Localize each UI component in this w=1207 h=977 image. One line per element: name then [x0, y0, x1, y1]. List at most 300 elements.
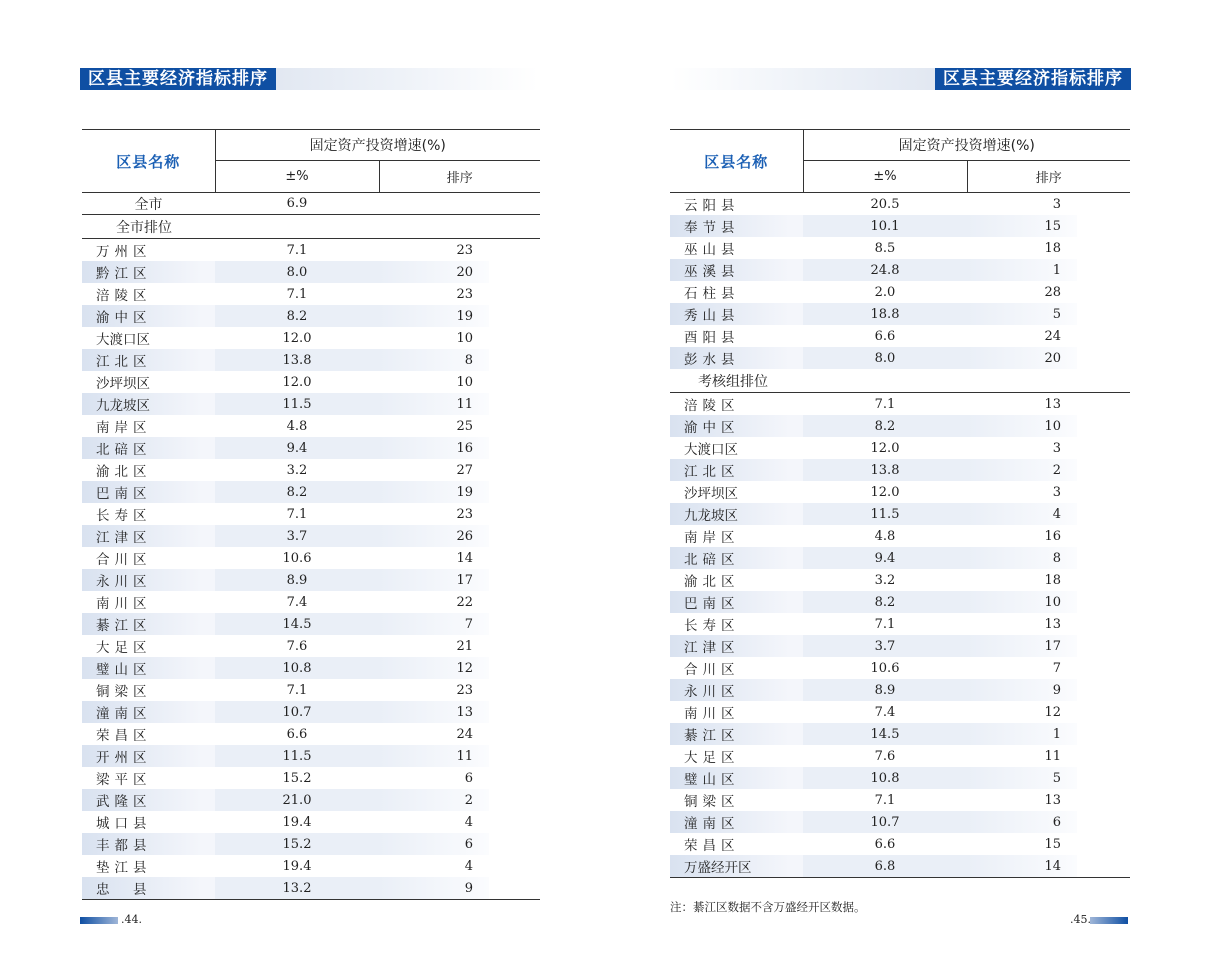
- rank-cell: 21: [456, 638, 473, 654]
- section-label: 考核组排位: [670, 369, 1130, 393]
- row-pad: [489, 261, 540, 283]
- rank-cell: 2: [379, 789, 489, 811]
- value-cell: 8.0: [215, 261, 379, 283]
- value-cell: 7.4: [874, 704, 896, 720]
- district-name: 巫溪县: [670, 259, 803, 281]
- table-row: [670, 613, 1130, 635]
- table-row: [670, 259, 1130, 281]
- district-name: 永川区: [670, 679, 803, 701]
- district-name: 武隆区: [82, 789, 215, 811]
- row-pad: [489, 591, 540, 613]
- district-name: 渝中区: [82, 305, 215, 327]
- rank-cell: 11: [379, 393, 489, 415]
- value-cell: 6.6: [874, 836, 896, 852]
- value-cell: 10.6: [870, 660, 900, 676]
- table-row: [670, 569, 1130, 591]
- table-row: [670, 525, 1130, 547]
- value-cell: 7.6: [286, 638, 308, 654]
- row-pad: [489, 239, 540, 262]
- rank-cell: 16: [379, 437, 489, 459]
- rank-cell: 1: [967, 723, 1077, 745]
- section-label: 全市排位: [82, 215, 540, 239]
- table-row: [82, 745, 540, 767]
- row-pad: [489, 855, 540, 877]
- row-pad: [1077, 347, 1130, 369]
- value-cell: 6.8: [803, 855, 967, 878]
- value-cell: 19.4: [282, 814, 312, 830]
- rank-cell: 3: [1052, 196, 1061, 212]
- value-cell: 8.9: [215, 569, 379, 591]
- table-row: [670, 767, 1130, 789]
- value-cell: 3.2: [286, 462, 308, 478]
- value-cell: 10.7: [803, 811, 967, 833]
- table-row: [82, 789, 540, 811]
- table-row: [670, 393, 1130, 416]
- rank-cell: 16: [1044, 528, 1061, 544]
- district-name: 荣昌区: [96, 728, 152, 744]
- district-name: 秀山县: [670, 303, 803, 325]
- value-cell: 7.6: [874, 748, 896, 764]
- value-cell: 7.1: [874, 792, 896, 808]
- column-header-name: 区县名称: [670, 130, 803, 193]
- table-row: [82, 437, 540, 459]
- value-cell: 8.2: [803, 415, 967, 437]
- section-row: [82, 215, 540, 239]
- district-name: 城口县: [96, 816, 152, 832]
- column-header-pm: ±%: [215, 161, 379, 193]
- page-number: .44.: [121, 913, 142, 926]
- rank-cell: 13: [379, 701, 489, 723]
- district-name: 酉阳县: [684, 330, 740, 346]
- table-row: [670, 547, 1130, 569]
- value-cell: 11.5: [215, 745, 379, 767]
- value-cell: 13.8: [803, 459, 967, 481]
- district-name: 彭水县: [670, 347, 803, 369]
- district-name: 沙坪坝区: [684, 486, 738, 502]
- row-pad: [489, 547, 540, 569]
- rank-cell: 11: [379, 745, 489, 767]
- value-cell: 15.2: [215, 833, 379, 855]
- value-cell: 12.0: [870, 484, 900, 500]
- rank-cell: 6: [464, 770, 473, 786]
- rank-cell: 27: [456, 462, 473, 478]
- rank-cell: 11: [1044, 748, 1061, 764]
- table-row: [82, 701, 540, 723]
- row-pad: [1077, 415, 1130, 437]
- district-name: 北碚区: [670, 547, 803, 569]
- row-pad: [489, 349, 540, 371]
- value-cell: 12.0: [282, 330, 312, 346]
- row-pad: [1077, 547, 1130, 569]
- district-name: 巫山县: [684, 242, 740, 258]
- page-title: 区县主要经济指标排序: [80, 68, 276, 90]
- column-header-rank: 排序: [379, 161, 540, 193]
- table-row: [82, 855, 540, 877]
- value-cell: 10.1: [803, 215, 967, 237]
- district-name: 荣昌区: [684, 838, 740, 854]
- district-name: 铜梁区: [684, 794, 740, 810]
- table-row: [670, 701, 1130, 723]
- district-name: 渝北区: [96, 464, 152, 480]
- total-value: 6.9: [215, 193, 379, 215]
- district-name: 奉节县: [670, 215, 803, 237]
- row-pad: [489, 833, 540, 855]
- district-name: 璧山区: [670, 767, 803, 789]
- value-cell: 14.5: [803, 723, 967, 745]
- indicator-table: [82, 129, 540, 900]
- district-name: 丰都县: [82, 833, 215, 855]
- table-row: [82, 349, 540, 371]
- row-pad: [1077, 237, 1130, 259]
- value-cell: 13.2: [215, 877, 379, 900]
- table-row: [670, 723, 1130, 745]
- table-row: [82, 591, 540, 613]
- district-name: 潼南区: [670, 811, 803, 833]
- value-cell: 10.7: [215, 701, 379, 723]
- row-pad: [1077, 613, 1130, 635]
- table-body-section: [670, 369, 1130, 393]
- value-cell: 8.0: [803, 347, 967, 369]
- row-pad: [489, 283, 540, 305]
- row-pad: [1077, 259, 1130, 281]
- table-row: [82, 679, 540, 701]
- district-name: 长寿区: [684, 618, 740, 634]
- value-cell: 7.1: [874, 396, 896, 412]
- value-cell: 10.6: [282, 550, 312, 566]
- rank-cell: 23: [456, 286, 473, 302]
- table-row: [670, 833, 1130, 855]
- value-cell: 14.5: [215, 613, 379, 635]
- row-pad: [1077, 459, 1130, 481]
- value-cell: 3.2: [874, 572, 896, 588]
- district-name: 江北区: [670, 459, 803, 481]
- value-cell: 24.8: [803, 259, 967, 281]
- row-pad: [1077, 833, 1130, 855]
- district-name: 綦江区: [82, 613, 215, 635]
- row-pad: [1077, 789, 1130, 811]
- table-row: [82, 327, 540, 349]
- value-cell: 3.7: [215, 525, 379, 547]
- table-row: [670, 503, 1130, 525]
- district-name: 涪陵区: [684, 398, 740, 414]
- header-bar: [671, 68, 1131, 90]
- rank-cell: 9: [967, 679, 1077, 701]
- table-row: [82, 525, 540, 547]
- right-page: [603, 0, 1207, 977]
- district-name: 万盛经开区: [670, 855, 803, 878]
- table-row: [82, 261, 540, 283]
- table-row: [82, 503, 540, 525]
- district-name: 梁平区: [96, 772, 152, 788]
- value-cell: 8.2: [215, 305, 379, 327]
- table-row: [670, 193, 1130, 216]
- value-cell: 6.6: [874, 328, 896, 344]
- value-cell: 2.0: [874, 284, 896, 300]
- district-name: 璧山区: [82, 657, 215, 679]
- value-cell: 9.4: [803, 547, 967, 569]
- table-row: [82, 723, 540, 745]
- row-pad: [1077, 569, 1130, 591]
- rank-cell: 8: [967, 547, 1077, 569]
- row-pad: [489, 723, 540, 745]
- district-name: 大足区: [684, 750, 740, 766]
- row-pad: [489, 525, 540, 547]
- footer-bar: [80, 917, 118, 924]
- row-pad: [489, 415, 540, 437]
- table-row: [82, 393, 540, 415]
- total-label: 全市: [82, 193, 215, 215]
- row-pad: [489, 745, 540, 767]
- district-name: 永川区: [82, 569, 215, 591]
- value-cell: 13.8: [215, 349, 379, 371]
- row-pad: [489, 767, 540, 789]
- district-name: 铜梁区: [96, 684, 152, 700]
- rank-cell: 28: [1044, 284, 1061, 300]
- value-cell: 19.4: [282, 858, 312, 874]
- row-pad: [1077, 303, 1130, 325]
- rank-cell: 4: [464, 858, 473, 874]
- row-pad: [489, 371, 540, 393]
- table-row: [82, 767, 540, 789]
- header-bar: [80, 68, 538, 90]
- rank-cell: 25: [456, 418, 473, 434]
- row-pad: [489, 877, 540, 900]
- district-name: 垫江县: [96, 860, 152, 876]
- table-row: [670, 281, 1130, 303]
- value-cell: 9.4: [215, 437, 379, 459]
- row-pad: [1077, 723, 1130, 745]
- rank-cell: 7: [1052, 660, 1061, 676]
- rank-cell: 14: [456, 550, 473, 566]
- table-row: [670, 789, 1130, 811]
- table-body-bottom: [670, 393, 1130, 878]
- district-name: 綦江区: [670, 723, 803, 745]
- district-name: 开州区: [82, 745, 215, 767]
- row-pad: [489, 613, 540, 635]
- district-name: 南岸区: [684, 530, 740, 546]
- rank-cell: 17: [967, 635, 1077, 657]
- rank-cell: 15: [1044, 836, 1061, 852]
- table-row: [670, 437, 1130, 459]
- value-cell: 8.2: [803, 591, 967, 613]
- district-name: 渝北区: [684, 574, 740, 590]
- rank-cell: 23: [456, 682, 473, 698]
- rank-cell: 4: [967, 503, 1077, 525]
- district-name: 大足区: [96, 640, 152, 656]
- table-row: [670, 347, 1130, 369]
- indicator-table: [670, 129, 1130, 878]
- table-row: [670, 591, 1130, 613]
- table-row: [82, 811, 540, 833]
- value-cell: 7.1: [286, 682, 308, 698]
- rank-cell: 12: [379, 657, 489, 679]
- value-cell: 21.0: [215, 789, 379, 811]
- value-cell: 18.8: [803, 303, 967, 325]
- rank-cell: 22: [456, 594, 473, 610]
- row-pad: [1077, 193, 1130, 216]
- district-name: 大渡口区: [684, 442, 738, 458]
- row-pad: [1077, 767, 1130, 789]
- table-row: [670, 237, 1130, 259]
- row-pad: [489, 679, 540, 701]
- rank-cell: 20: [967, 347, 1077, 369]
- rank-cell: 24: [456, 726, 473, 742]
- rank-cell: 6: [967, 811, 1077, 833]
- rank-cell: 8: [379, 349, 489, 371]
- row-pad: [489, 811, 540, 833]
- district-name: 沙坪坝区: [96, 376, 150, 392]
- district-name: 江津区: [670, 635, 803, 657]
- table-row: [82, 239, 540, 262]
- row-pad: [489, 635, 540, 657]
- value-cell: 3.7: [803, 635, 967, 657]
- table-row: [670, 745, 1130, 767]
- column-header-name: 区县名称: [82, 130, 215, 193]
- rank-cell: 17: [379, 569, 489, 591]
- value-cell: 7.1: [286, 286, 308, 302]
- value-cell: 8.9: [803, 679, 967, 701]
- table-row: [82, 547, 540, 569]
- rank-cell: 19: [379, 481, 489, 503]
- row-pad: [1077, 525, 1130, 547]
- district-name: 九龙坡区: [82, 393, 215, 415]
- district-name: 巴南区: [82, 481, 215, 503]
- rank-cell: 5: [967, 767, 1077, 789]
- row-pad: [489, 701, 540, 723]
- rank-cell: 13: [1044, 616, 1061, 632]
- rank-cell: 23: [456, 506, 473, 522]
- district-name: 江津区: [82, 525, 215, 547]
- table-row: [670, 855, 1130, 878]
- rank-cell: 4: [464, 814, 473, 830]
- district-name: 巴南区: [670, 591, 803, 613]
- table-row: [82, 371, 540, 393]
- rank-cell: 3: [1052, 484, 1061, 500]
- rank-cell: 2: [967, 459, 1077, 481]
- value-cell: 8.5: [874, 240, 896, 256]
- table-row: [82, 283, 540, 305]
- column-header-group: 固定资产投资增速(%): [215, 130, 540, 161]
- row-pad: [489, 657, 540, 679]
- row-pad: [489, 789, 540, 811]
- district-name: 合川区: [96, 552, 152, 568]
- table-row: [82, 415, 540, 437]
- row-pad: [1077, 481, 1130, 503]
- value-cell: 4.8: [286, 418, 308, 434]
- left-page: [0, 0, 603, 977]
- table-body-top: [670, 193, 1130, 370]
- rank-cell: 19: [379, 305, 489, 327]
- section-row: [670, 369, 1130, 393]
- rank-cell: 5: [967, 303, 1077, 325]
- value-cell: 12.0: [870, 440, 900, 456]
- table-row: [670, 657, 1130, 679]
- table-body: [82, 193, 540, 900]
- table-row: [670, 415, 1130, 437]
- district-name: 合川区: [684, 662, 740, 678]
- value-cell: 20.5: [870, 196, 900, 212]
- rank-cell: 14: [967, 855, 1077, 878]
- row-pad: [489, 569, 540, 591]
- rank-cell: 1: [967, 259, 1077, 281]
- row-pad: [489, 503, 540, 525]
- row-pad: [489, 305, 540, 327]
- value-cell: 7.4: [286, 594, 308, 610]
- row-pad: [489, 459, 540, 481]
- table-row: [670, 459, 1130, 481]
- value-cell: 7.1: [286, 506, 308, 522]
- row-pad: [1077, 635, 1130, 657]
- rank-cell: 6: [379, 833, 489, 855]
- district-name: 南川区: [684, 706, 740, 722]
- column-header-rank: 排序: [967, 161, 1130, 193]
- row-pad: [489, 393, 540, 415]
- rank-cell: 7: [379, 613, 489, 635]
- row-pad: [1077, 657, 1130, 679]
- table-row: [670, 215, 1130, 237]
- value-cell: 6.6: [286, 726, 308, 742]
- district-name: 江北区: [82, 349, 215, 371]
- rank-cell: 15: [967, 215, 1077, 237]
- total-row: [82, 193, 540, 215]
- row-pad: [1077, 591, 1130, 613]
- district-name: 渝中区: [670, 415, 803, 437]
- column-header-pm: ±%: [803, 161, 967, 193]
- rank-cell: 10: [967, 591, 1077, 613]
- column-header-group: 固定资产投资增速(%): [803, 130, 1130, 161]
- footnote: 注：綦江区数据不含万盛经开区数据。: [670, 900, 866, 914]
- value-cell: 7.1: [874, 616, 896, 632]
- value-cell: 11.5: [803, 503, 967, 525]
- rank-cell: 13: [1044, 396, 1061, 412]
- row-pad: [1077, 811, 1130, 833]
- district-name: 南川区: [96, 596, 152, 612]
- row-pad: [1077, 855, 1130, 878]
- rank-cell: 13: [1044, 792, 1061, 808]
- value-cell: 12.0: [282, 374, 312, 390]
- district-name: 涪陵区: [96, 288, 152, 304]
- table-row: [82, 613, 540, 635]
- value-cell: 10.8: [215, 657, 379, 679]
- district-name: 北碚区: [82, 437, 215, 459]
- value-cell: 4.8: [874, 528, 896, 544]
- value-cell: 8.2: [215, 481, 379, 503]
- table-row: [670, 635, 1130, 657]
- row-pad: [489, 327, 540, 349]
- row-pad: [1077, 215, 1130, 237]
- value-cell: 15.2: [282, 770, 312, 786]
- rank-cell: 26: [379, 525, 489, 547]
- value-cell: 7.1: [286, 242, 308, 258]
- district-name: 九龙坡区: [670, 503, 803, 525]
- table-row: [82, 305, 540, 327]
- value-cell: 11.5: [215, 393, 379, 415]
- row-pad: [1077, 393, 1130, 416]
- row-pad: [1077, 701, 1130, 723]
- row-pad: [489, 437, 540, 459]
- district-name: 长寿区: [96, 508, 152, 524]
- district-name: 大渡口区: [96, 332, 150, 348]
- rank-cell: 10: [456, 374, 473, 390]
- district-name: 忠 县: [82, 877, 215, 900]
- district-name: 云阳县: [684, 198, 740, 214]
- table-row: [82, 635, 540, 657]
- rank-cell: 9: [379, 877, 489, 900]
- row-pad: [1077, 437, 1130, 459]
- district-name: 石柱县: [684, 286, 740, 302]
- row-pad: [1077, 503, 1130, 525]
- table-row: [82, 833, 540, 855]
